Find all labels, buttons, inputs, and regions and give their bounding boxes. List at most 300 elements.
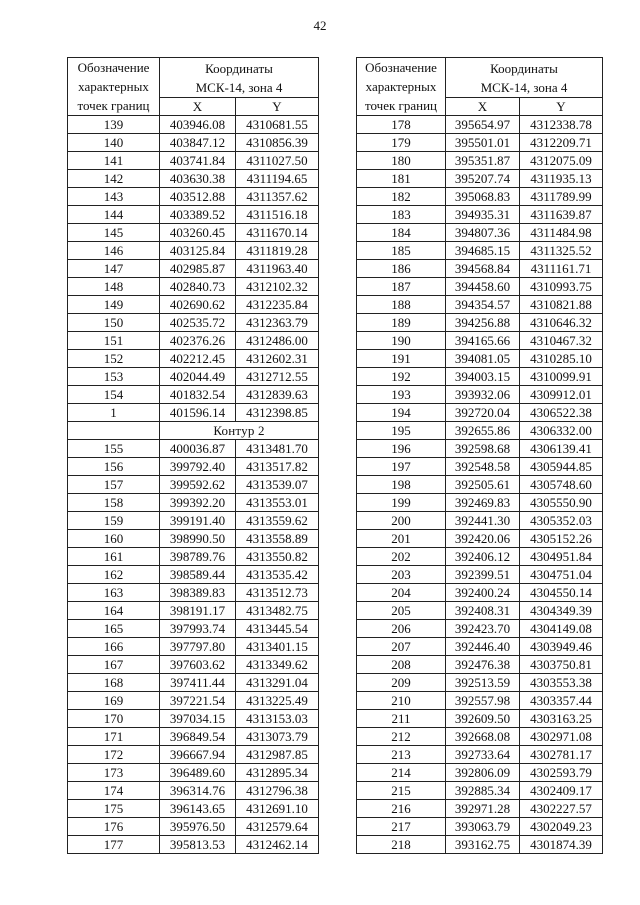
point-number-cell: 175	[68, 800, 160, 818]
x-coordinate-cell: 393932.06	[446, 386, 520, 404]
designation-header-line1: Обозначение	[365, 60, 437, 75]
table-row	[68, 782, 319, 800]
y-coordinate-cell: 4310467.32	[520, 332, 603, 350]
table-row	[68, 224, 319, 242]
point-number-cell: 191	[357, 350, 446, 368]
y-coordinate-cell: 4310646.32	[520, 314, 603, 332]
table-row	[68, 350, 319, 368]
column-y-header: Y	[520, 98, 603, 116]
y-coordinate-cell: 4312235.84	[236, 296, 319, 314]
designation-header	[68, 58, 160, 116]
point-number-cell: 206	[357, 620, 446, 638]
x-coordinate-cell: 394165.66	[446, 332, 520, 350]
x-coordinate-cell: 403389.52	[160, 206, 236, 224]
coordinates-header	[446, 58, 603, 98]
point-number-cell: 217	[357, 818, 446, 836]
table-row	[68, 278, 319, 296]
point-number-cell: 198	[357, 476, 446, 494]
point-number-cell: 178	[357, 116, 446, 134]
table-row	[68, 314, 319, 332]
x-coordinate-cell: 392655.86	[446, 422, 520, 440]
x-coordinate-cell: 394568.84	[446, 260, 520, 278]
x-coordinate-cell: 394458.60	[446, 278, 520, 296]
y-coordinate-cell: 4304751.04	[520, 566, 603, 584]
y-coordinate-cell: 4302227.57	[520, 800, 603, 818]
point-number-cell: 195	[357, 422, 446, 440]
x-coordinate-cell: 392446.40	[446, 638, 520, 656]
table-row	[357, 242, 603, 260]
table-row	[357, 800, 603, 818]
y-coordinate-cell: 4306332.00	[520, 422, 603, 440]
x-coordinate-cell: 402985.87	[160, 260, 236, 278]
y-coordinate-cell: 4313073.79	[236, 728, 319, 746]
x-coordinate-cell: 402690.62	[160, 296, 236, 314]
table-row	[68, 152, 319, 170]
point-number-cell: 184	[357, 224, 446, 242]
coordinates-header-line1: Координаты	[490, 60, 558, 76]
x-coordinate-cell: 395207.74	[446, 170, 520, 188]
table-row	[357, 584, 603, 602]
point-number-cell: 171	[68, 728, 160, 746]
point-number-cell: 204	[357, 584, 446, 602]
x-coordinate-cell: 395351.87	[446, 152, 520, 170]
x-coordinate-cell: 397993.74	[160, 620, 236, 638]
table-row	[68, 368, 319, 386]
table-row	[357, 206, 603, 224]
x-coordinate-cell: 392505.61	[446, 476, 520, 494]
table-row	[68, 404, 319, 422]
point-number-cell: 208	[357, 656, 446, 674]
x-coordinate-cell: 392557.98	[446, 692, 520, 710]
point-number-cell: 210	[357, 692, 446, 710]
y-coordinate-cell: 4313559.62	[236, 512, 319, 530]
point-number-cell: 203	[357, 566, 446, 584]
point-number-cell: 148	[68, 278, 160, 296]
x-coordinate-cell: 392408.31	[446, 602, 520, 620]
table-left-body	[68, 58, 319, 854]
table-row	[357, 764, 603, 782]
y-coordinate-cell: 4313512.73	[236, 584, 319, 602]
point-number-cell: 146	[68, 242, 160, 260]
table-row	[68, 584, 319, 602]
point-number-cell: 197	[357, 458, 446, 476]
y-coordinate-cell: 4313482.75	[236, 602, 319, 620]
coordinates-header-line2: МСК-14, зона 4	[480, 79, 568, 95]
table-row	[68, 692, 319, 710]
point-number-cell: 140	[68, 134, 160, 152]
x-coordinate-cell: 392885.34	[446, 782, 520, 800]
table-row	[357, 782, 603, 800]
table-row	[357, 404, 603, 422]
x-coordinate-cell: 392476.38	[446, 656, 520, 674]
table-row	[357, 134, 603, 152]
point-number-cell: 183	[357, 206, 446, 224]
x-coordinate-cell: 399792.40	[160, 458, 236, 476]
x-coordinate-cell: 403630.38	[160, 170, 236, 188]
table-row	[357, 116, 603, 134]
x-coordinate-cell: 395976.50	[160, 818, 236, 836]
y-coordinate-cell: 4304149.08	[520, 620, 603, 638]
point-number-cell: 202	[357, 548, 446, 566]
x-coordinate-cell: 392406.12	[446, 548, 520, 566]
table-row	[357, 278, 603, 296]
designation-header	[357, 58, 446, 116]
table-row	[357, 674, 603, 692]
y-coordinate-cell: 4311639.87	[520, 206, 603, 224]
point-number-cell: 199	[357, 494, 446, 512]
x-coordinate-cell: 392668.08	[446, 728, 520, 746]
table-row	[68, 242, 319, 260]
y-coordinate-cell: 4311484.98	[520, 224, 603, 242]
point-number-cell: 192	[357, 368, 446, 386]
x-coordinate-cell: 393162.75	[446, 836, 520, 854]
x-coordinate-cell: 394354.57	[446, 296, 520, 314]
y-coordinate-cell: 4311819.28	[236, 242, 319, 260]
x-coordinate-cell: 392806.09	[446, 764, 520, 782]
x-coordinate-cell: 393063.79	[446, 818, 520, 836]
table-row	[357, 332, 603, 350]
table-row	[357, 422, 603, 440]
y-coordinate-cell: 4312579.64	[236, 818, 319, 836]
y-coordinate-cell: 4302971.08	[520, 728, 603, 746]
y-coordinate-cell: 4305944.85	[520, 458, 603, 476]
x-coordinate-cell: 395501.01	[446, 134, 520, 152]
y-coordinate-cell: 4313550.82	[236, 548, 319, 566]
y-coordinate-cell: 4302409.17	[520, 782, 603, 800]
point-number-cell: 182	[357, 188, 446, 206]
point-number-cell: 185	[357, 242, 446, 260]
point-number-cell: 186	[357, 260, 446, 278]
y-coordinate-cell: 4312691.10	[236, 800, 319, 818]
table-row	[357, 638, 603, 656]
y-coordinate-cell: 4302781.17	[520, 746, 603, 764]
point-number-cell: 150	[68, 314, 160, 332]
x-coordinate-cell: 395068.83	[446, 188, 520, 206]
point-number-cell: 190	[357, 332, 446, 350]
y-coordinate-cell: 4311357.62	[236, 188, 319, 206]
point-number-cell: 144	[68, 206, 160, 224]
x-coordinate-cell: 403260.45	[160, 224, 236, 242]
x-coordinate-cell: 398589.44	[160, 566, 236, 584]
point-number-cell: 163	[68, 584, 160, 602]
y-coordinate-cell: 4311161.71	[520, 260, 603, 278]
table-row	[68, 764, 319, 782]
y-coordinate-cell: 4303163.25	[520, 710, 603, 728]
y-coordinate-cell: 4312486.00	[236, 332, 319, 350]
y-coordinate-cell: 4313445.54	[236, 620, 319, 638]
point-number-cell: 187	[357, 278, 446, 296]
x-coordinate-cell: 395654.97	[446, 116, 520, 134]
column-y-header: Y	[236, 98, 319, 116]
table-row	[357, 692, 603, 710]
x-coordinate-cell: 392971.28	[446, 800, 520, 818]
point-number-cell: 1	[68, 404, 160, 422]
y-coordinate-cell: 4313291.04	[236, 674, 319, 692]
table-row	[68, 260, 319, 278]
y-coordinate-cell: 4310993.75	[520, 278, 603, 296]
y-coordinate-cell: 4312796.38	[236, 782, 319, 800]
point-number-cell: 152	[68, 350, 160, 368]
y-coordinate-cell: 4312209.71	[520, 134, 603, 152]
x-coordinate-cell: 392720.04	[446, 404, 520, 422]
table-row	[68, 116, 319, 134]
table-row	[68, 548, 319, 566]
y-coordinate-cell: 4312075.09	[520, 152, 603, 170]
y-coordinate-cell: 4306522.38	[520, 404, 603, 422]
point-number-cell: 169	[68, 692, 160, 710]
x-coordinate-cell: 394003.15	[446, 368, 520, 386]
y-coordinate-cell: 4310821.88	[520, 296, 603, 314]
table-row	[357, 530, 603, 548]
x-coordinate-cell: 399592.62	[160, 476, 236, 494]
table-row	[357, 512, 603, 530]
y-coordinate-cell: 4313225.49	[236, 692, 319, 710]
designation-header-line2: характерных	[78, 79, 149, 94]
point-number-cell: 156	[68, 458, 160, 476]
x-coordinate-cell: 399191.40	[160, 512, 236, 530]
table-row	[68, 656, 319, 674]
table-row	[68, 134, 319, 152]
point-number-cell: 167	[68, 656, 160, 674]
page-number: 42	[313, 18, 327, 33]
table-row	[68, 674, 319, 692]
x-coordinate-cell: 402376.26	[160, 332, 236, 350]
table-row	[357, 818, 603, 836]
y-coordinate-cell: 4303357.44	[520, 692, 603, 710]
point-number-cell: 205	[357, 602, 446, 620]
x-coordinate-cell: 392733.64	[446, 746, 520, 764]
table-right-body	[357, 58, 603, 854]
point-number-cell: 149	[68, 296, 160, 314]
x-coordinate-cell: 398389.83	[160, 584, 236, 602]
y-coordinate-cell: 4304550.14	[520, 584, 603, 602]
y-coordinate-cell: 4312363.79	[236, 314, 319, 332]
point-number-cell: 212	[357, 728, 446, 746]
point-number-cell: 188	[357, 296, 446, 314]
x-coordinate-cell: 403512.88	[160, 188, 236, 206]
y-coordinate-cell: 4313153.03	[236, 710, 319, 728]
x-coordinate-cell: 392399.51	[446, 566, 520, 584]
point-number-cell: 142	[68, 170, 160, 188]
table-row	[68, 188, 319, 206]
y-coordinate-cell: 4310681.55	[236, 116, 319, 134]
table-row	[68, 818, 319, 836]
x-coordinate-cell: 396667.94	[160, 746, 236, 764]
point-number-cell: 194	[357, 404, 446, 422]
y-coordinate-cell: 4311789.99	[520, 188, 603, 206]
table-row	[68, 476, 319, 494]
x-coordinate-cell: 397797.80	[160, 638, 236, 656]
coordinates-header-line2: МСК-14, зона 4	[195, 79, 283, 95]
table-row	[68, 332, 319, 350]
table-row	[357, 836, 603, 854]
table-row	[357, 224, 603, 242]
point-number-cell: 177	[68, 836, 160, 854]
x-coordinate-cell: 397411.44	[160, 674, 236, 692]
y-coordinate-cell: 4311325.52	[520, 242, 603, 260]
point-number-cell: 147	[68, 260, 160, 278]
y-coordinate-cell: 4311194.65	[236, 170, 319, 188]
y-coordinate-cell: 4310099.91	[520, 368, 603, 386]
point-number-cell: 160	[68, 530, 160, 548]
table-row	[357, 548, 603, 566]
y-coordinate-cell: 4306139.41	[520, 440, 603, 458]
table-row	[68, 728, 319, 746]
y-coordinate-cell: 4312398.85	[236, 404, 319, 422]
table-row	[68, 746, 319, 764]
point-number-cell: 213	[357, 746, 446, 764]
table-row	[68, 206, 319, 224]
point-number-cell: 139	[68, 116, 160, 134]
x-coordinate-cell: 394256.88	[446, 314, 520, 332]
y-coordinate-cell: 4313553.01	[236, 494, 319, 512]
contour-spacer-cell	[68, 422, 160, 440]
y-coordinate-cell: 4311963.40	[236, 260, 319, 278]
y-coordinate-cell: 4312602.31	[236, 350, 319, 368]
y-coordinate-cell: 4313349.62	[236, 656, 319, 674]
table-row	[68, 530, 319, 548]
y-coordinate-cell: 4313539.07	[236, 476, 319, 494]
y-coordinate-cell: 4312712.55	[236, 368, 319, 386]
x-coordinate-cell: 392420.06	[446, 530, 520, 548]
coordinates-table-right	[356, 57, 603, 854]
point-number-cell: 159	[68, 512, 160, 530]
point-number-cell: 151	[68, 332, 160, 350]
contour-row	[68, 422, 319, 440]
x-coordinate-cell: 392400.24	[446, 584, 520, 602]
x-coordinate-cell: 402535.72	[160, 314, 236, 332]
point-number-cell: 166	[68, 638, 160, 656]
x-coordinate-cell: 394685.15	[446, 242, 520, 260]
y-coordinate-cell: 4309912.01	[520, 386, 603, 404]
y-coordinate-cell: 4313535.42	[236, 566, 319, 584]
x-coordinate-cell: 401596.14	[160, 404, 236, 422]
point-number-cell: 170	[68, 710, 160, 728]
table-row	[68, 638, 319, 656]
x-coordinate-cell: 397603.62	[160, 656, 236, 674]
table-row	[357, 494, 603, 512]
x-coordinate-cell: 398191.17	[160, 602, 236, 620]
table-row	[68, 386, 319, 404]
y-coordinate-cell: 4312987.85	[236, 746, 319, 764]
y-coordinate-cell: 4305352.03	[520, 512, 603, 530]
x-coordinate-cell: 402840.73	[160, 278, 236, 296]
table-row	[68, 440, 319, 458]
point-number-cell: 143	[68, 188, 160, 206]
y-coordinate-cell: 4305152.26	[520, 530, 603, 548]
table-row	[357, 476, 603, 494]
x-coordinate-cell: 397221.54	[160, 692, 236, 710]
column-x-header: X	[160, 98, 236, 116]
y-coordinate-cell: 4312102.32	[236, 278, 319, 296]
point-number-cell: 214	[357, 764, 446, 782]
point-number-cell: 215	[357, 782, 446, 800]
point-number-cell: 153	[68, 368, 160, 386]
x-coordinate-cell: 402044.49	[160, 368, 236, 386]
table-row	[68, 710, 319, 728]
table-row	[357, 728, 603, 746]
x-coordinate-cell: 392598.68	[446, 440, 520, 458]
x-coordinate-cell: 401832.54	[160, 386, 236, 404]
point-number-cell: 218	[357, 836, 446, 854]
point-number-cell: 181	[357, 170, 446, 188]
y-coordinate-cell: 4311027.50	[236, 152, 319, 170]
x-coordinate-cell: 403741.84	[160, 152, 236, 170]
table-row	[68, 800, 319, 818]
point-number-cell: 162	[68, 566, 160, 584]
table-row	[357, 620, 603, 638]
point-number-cell: 161	[68, 548, 160, 566]
table-row	[68, 170, 319, 188]
y-coordinate-cell: 4312839.63	[236, 386, 319, 404]
x-coordinate-cell: 396314.76	[160, 782, 236, 800]
x-coordinate-cell: 396489.60	[160, 764, 236, 782]
coordinates-header	[160, 58, 319, 98]
x-coordinate-cell: 392423.70	[446, 620, 520, 638]
point-number-cell: 216	[357, 800, 446, 818]
table-row	[68, 512, 319, 530]
table-row	[357, 152, 603, 170]
x-coordinate-cell: 402212.45	[160, 350, 236, 368]
y-coordinate-cell: 4302593.79	[520, 764, 603, 782]
table-row	[357, 314, 603, 332]
point-number-cell: 155	[68, 440, 160, 458]
point-number-cell: 165	[68, 620, 160, 638]
designation-header-line2: характерных	[365, 79, 437, 94]
y-coordinate-cell: 4313481.70	[236, 440, 319, 458]
designation-header-line3: точек границ	[364, 98, 438, 113]
column-x-header: X	[446, 98, 520, 116]
x-coordinate-cell: 396143.65	[160, 800, 236, 818]
x-coordinate-cell: 400036.87	[160, 440, 236, 458]
table-row	[357, 746, 603, 764]
x-coordinate-cell: 394807.36	[446, 224, 520, 242]
y-coordinate-cell: 4304951.84	[520, 548, 603, 566]
point-number-cell: 211	[357, 710, 446, 728]
point-number-cell: 154	[68, 386, 160, 404]
y-coordinate-cell: 4313401.15	[236, 638, 319, 656]
x-coordinate-cell: 395813.53	[160, 836, 236, 854]
x-coordinate-cell: 392609.50	[446, 710, 520, 728]
y-coordinate-cell: 4301874.39	[520, 836, 603, 854]
designation-header-line1: Обозначение	[77, 60, 150, 75]
table-row	[357, 458, 603, 476]
table-row	[68, 296, 319, 314]
point-number-cell: 157	[68, 476, 160, 494]
table-row	[357, 656, 603, 674]
y-coordinate-cell: 4312462.14	[236, 836, 319, 854]
x-coordinate-cell: 398990.50	[160, 530, 236, 548]
y-coordinate-cell: 4303949.46	[520, 638, 603, 656]
point-number-cell: 209	[357, 674, 446, 692]
x-coordinate-cell: 392548.58	[446, 458, 520, 476]
table-row	[357, 188, 603, 206]
y-coordinate-cell: 4313517.82	[236, 458, 319, 476]
y-coordinate-cell: 4302049.23	[520, 818, 603, 836]
y-coordinate-cell: 4303553.38	[520, 674, 603, 692]
y-coordinate-cell: 4305748.60	[520, 476, 603, 494]
table-row	[68, 836, 319, 854]
y-coordinate-cell: 4313558.89	[236, 530, 319, 548]
y-coordinate-cell: 4310285.10	[520, 350, 603, 368]
table-row	[357, 386, 603, 404]
point-number-cell: 179	[357, 134, 446, 152]
point-number-cell: 168	[68, 674, 160, 692]
point-number-cell: 189	[357, 314, 446, 332]
y-coordinate-cell: 4311935.13	[520, 170, 603, 188]
y-coordinate-cell: 4304349.39	[520, 602, 603, 620]
point-number-cell: 145	[68, 224, 160, 242]
